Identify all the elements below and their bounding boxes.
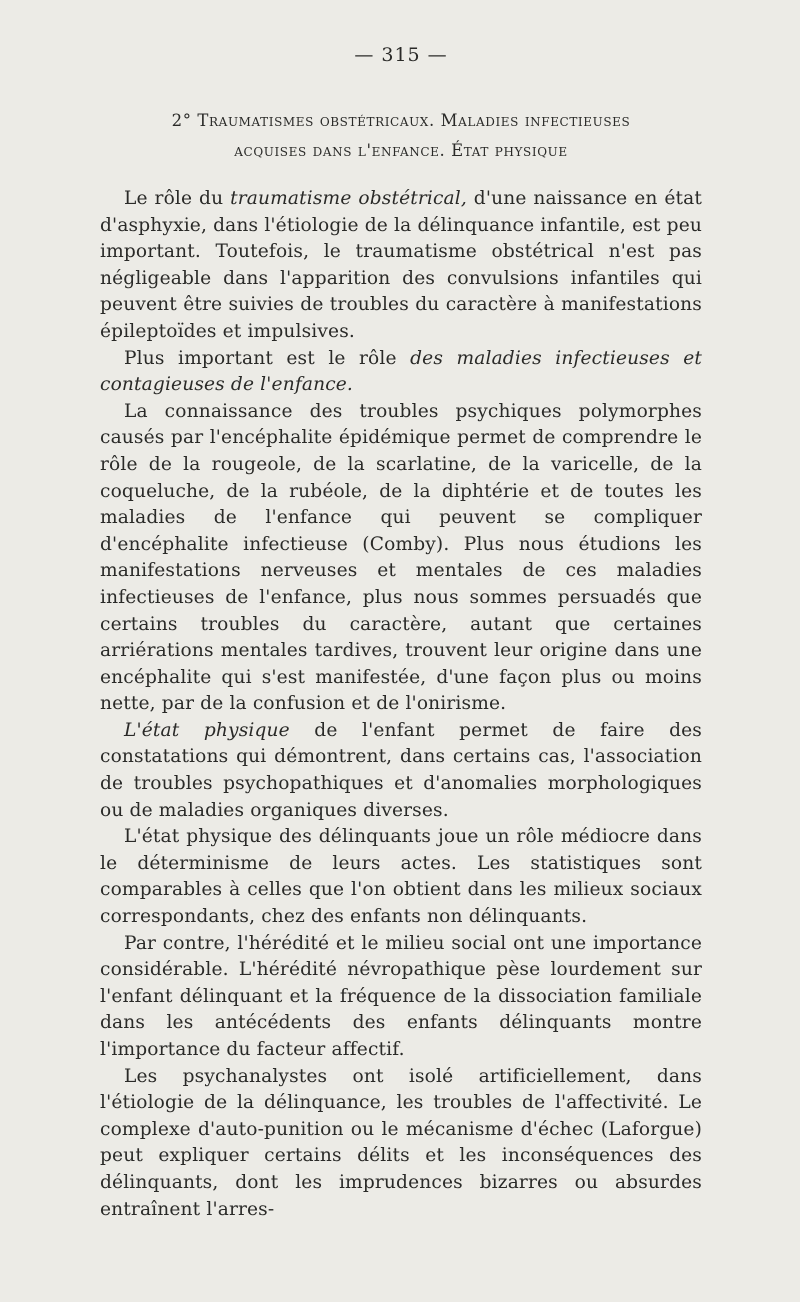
body-text (100, 186, 702, 1223)
paragraph-1-emphasis: traumatisme obstétrical, (230, 188, 467, 209)
paragraph-7 (100, 1064, 702, 1224)
paragraph-4-text-continued: de l'enfant permet de faire des constatations qui démontrent, dans certains cas, l'association de troubles psychopathiques et d'anomalies morphologiques ou de maladies organiques diverses. (100, 719, 703, 821)
paragraph-5 (100, 824, 702, 930)
paragraph-3-text: La connaissance des troubles psychiques polymorphes causés par l'encéphalite épidémique permet de comprendre le rôle de la rougeole, de la scarlatine, de la varicelle, de la coqueluche, de la rubéole, de la diphtérie et de toutes les maladies de l'enfance qui peuvent se compliquer d'encéphalite infectieuse (Comby). Plus nous étudions les manifestations nerveuses et mentales de ces maladies infectieuses de l'enfance, plus nous sommes persuadés que certains troubles du caractère, autant que certaines arriérations mentales tardives, trouvent leur origine dans une encéphalite qui s'est manifestée, d'une façon plus ou moins nette, par de la confusion et de l'onirisme. (100, 400, 702, 715)
paragraph-4-emphasis: L'état physique (124, 719, 290, 741)
paragraph-1-text-continued: d'une naissance en état d'asphyxie, dans l'étiologie de la délinquance infantile, est peu important. Toutefois, le traumatisme obstétrical n'est pas négligeable dans l'apparition des convulsions infantiles qui peuvent être suivies de troubles du caractère à manifestations épileptoïdes et impulsives. (100, 188, 702, 342)
paragraph-2 (100, 346, 702, 399)
paragraph-2-text: Plus important est le rôle (124, 347, 411, 369)
paragraph-4 (100, 718, 702, 824)
section-heading-line-1: 2° Traumatismes obstétricaux. Maladies infectieuses (171, 111, 631, 130)
page-number: — 315 — (354, 44, 448, 66)
paragraph-3 (100, 399, 702, 718)
paragraph-6-text: Par contre, l'hérédité et le milieu social ont une importance considérable. L'hérédité névropathique pèse lourdement sur l'enfant délinquant et la fréquence de la dissociation familiale dans les antécédents des enfants délinquants montre l'importance du facteur affectif. (100, 932, 702, 1060)
paragraph-7-text: Les psychanalystes ont isolé artificiellement, dans l'étiologie de la délinquance, les troubles de l'affectivité. Le complexe d'auto-punition ou le mécanisme d'échec (Laforgue) peut expliquer certains délits et les inconséquences des délinquants, dont les imprudences bizarres ou absurdes entraînent l'arres- (100, 1065, 702, 1220)
paragraph-2-emphasis: des maladies infectieuses et contagieuses de l'enfance. (100, 347, 702, 396)
paragraph-1-text: Le rôle du (124, 188, 231, 209)
paragraph-6 (100, 931, 702, 1064)
section-heading-line-2: acquises dans l'enfance. État physique (234, 141, 568, 160)
section-heading (100, 106, 702, 166)
paragraph-5-text: L'état physique des délinquants joue un rôle médiocre dans le déterminisme de leurs actes. Les statistiques sont comparables à celles que l'on obtient dans les milieux sociaux correspondants, chez des enfants non délinquants. (100, 826, 702, 928)
paragraph-1 (100, 186, 702, 346)
